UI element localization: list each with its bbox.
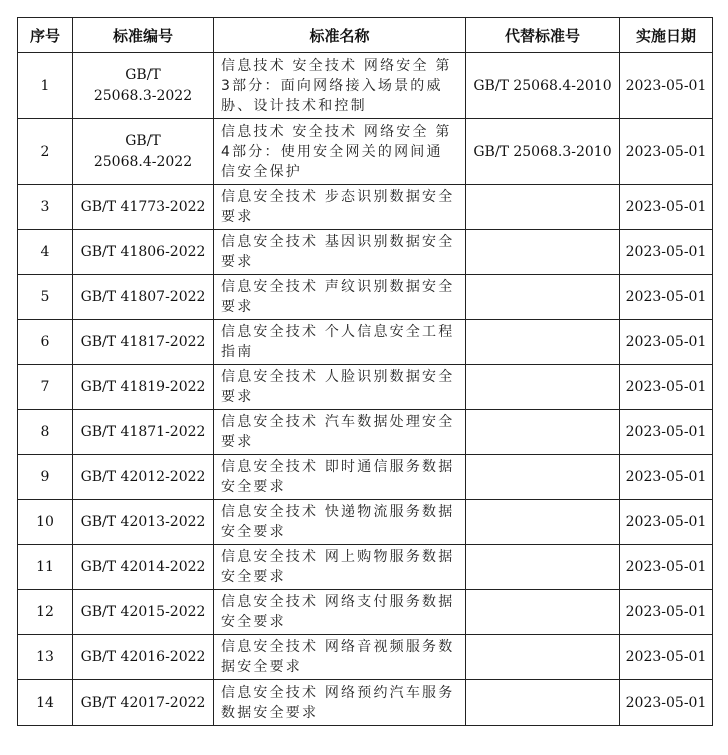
header-replaces: 代替标准号 xyxy=(466,18,620,53)
row-code-line2: 25068.4-2022 xyxy=(93,153,193,170)
row-date: 2023-05-01 xyxy=(620,320,713,365)
row-code: GB/T 41819-2022 xyxy=(73,365,214,410)
row-date: 2023-05-01 xyxy=(620,500,713,545)
row-index: 3 xyxy=(18,185,73,230)
table-row xyxy=(18,53,713,119)
row-replaces xyxy=(466,680,620,726)
row-name: 信息安全技术 人脸识别数据安全要求 xyxy=(214,365,466,410)
table-row xyxy=(18,680,713,726)
row-name: 信息安全技术 网上购物服务数据安全要求 xyxy=(214,545,466,590)
row-name: 信息安全技术 基因识别数据安全要求 xyxy=(214,230,466,275)
row-name: 信息安全技术 快递物流服务数据安全要求 xyxy=(214,500,466,545)
row-code: GB/T 42013-2022 xyxy=(73,500,214,545)
table-row xyxy=(18,545,713,590)
header-index: 序号 xyxy=(18,18,73,53)
table-row xyxy=(18,590,713,635)
row-code-line1: GB/T xyxy=(125,132,161,149)
table-row xyxy=(18,119,713,185)
header-date: 实施日期 xyxy=(620,18,713,53)
row-index: 11 xyxy=(18,545,73,590)
header-code: 标准编号 xyxy=(73,18,214,53)
row-index: 1 xyxy=(18,53,73,119)
header-row xyxy=(18,18,713,53)
row-index: 8 xyxy=(18,410,73,455)
row-name: 信息技术 安全技术 网络安全 第4部分：使用安全网关的网间通信安全保护 xyxy=(214,119,466,185)
row-date: 2023-05-01 xyxy=(620,185,713,230)
row-replaces: GB/T 25068.4-2010 xyxy=(466,53,620,119)
row-date: 2023-05-01 xyxy=(620,365,713,410)
row-replaces xyxy=(466,410,620,455)
row-name: 信息安全技术 即时通信服务数据安全要求 xyxy=(214,455,466,500)
table-row xyxy=(18,500,713,545)
row-index: 4 xyxy=(18,230,73,275)
row-name: 信息安全技术 网络支付服务数据安全要求 xyxy=(214,590,466,635)
row-index: 14 xyxy=(18,680,73,726)
row-date: 2023-05-01 xyxy=(620,53,713,119)
row-name: 信息安全技术 汽车数据处理安全要求 xyxy=(214,410,466,455)
row-index: 5 xyxy=(18,275,73,320)
row-replaces xyxy=(466,230,620,275)
row-name: 信息安全技术 步态识别数据安全要求 xyxy=(214,185,466,230)
table-row xyxy=(18,365,713,410)
row-name: 信息安全技术 网络音视频服务数据安全要求 xyxy=(214,635,466,680)
row-index: 2 xyxy=(18,119,73,185)
standards-table-container xyxy=(17,17,713,726)
table-row xyxy=(18,635,713,680)
row-code xyxy=(73,53,214,119)
row-code: GB/T 41817-2022 xyxy=(73,320,214,365)
row-code xyxy=(73,119,214,185)
row-index: 12 xyxy=(18,590,73,635)
row-index: 10 xyxy=(18,500,73,545)
row-index: 9 xyxy=(18,455,73,500)
table-row xyxy=(18,275,713,320)
row-code: GB/T 42015-2022 xyxy=(73,590,214,635)
row-replaces xyxy=(466,455,620,500)
row-date: 2023-05-01 xyxy=(620,230,713,275)
row-date: 2023-05-01 xyxy=(620,275,713,320)
row-code: GB/T 41807-2022 xyxy=(73,275,214,320)
row-code: GB/T 41773-2022 xyxy=(73,185,214,230)
table-row xyxy=(18,230,713,275)
row-index: 13 xyxy=(18,635,73,680)
row-date: 2023-05-01 xyxy=(620,635,713,680)
row-date: 2023-05-01 xyxy=(620,455,713,500)
row-code: GB/T 42014-2022 xyxy=(73,545,214,590)
table-row xyxy=(18,410,713,455)
row-replaces: GB/T 25068.3-2010 xyxy=(466,119,620,185)
row-name: 信息安全技术 网络预约汽车服务数据安全要求 xyxy=(214,680,466,726)
row-index: 6 xyxy=(18,320,73,365)
row-date: 2023-05-01 xyxy=(620,545,713,590)
row-replaces xyxy=(466,365,620,410)
row-code-line2: 25068.3-2022 xyxy=(93,87,193,104)
row-replaces xyxy=(466,590,620,635)
row-code: GB/T 42012-2022 xyxy=(73,455,214,500)
row-date: 2023-05-01 xyxy=(620,119,713,185)
row-replaces xyxy=(466,320,620,365)
row-date: 2023-05-01 xyxy=(620,410,713,455)
row-code: GB/T 41871-2022 xyxy=(73,410,214,455)
table-row xyxy=(18,320,713,365)
standards-table xyxy=(17,17,713,726)
row-name: 信息安全技术 个人信息安全工程指南 xyxy=(214,320,466,365)
row-date: 2023-05-01 xyxy=(620,680,713,726)
row-replaces xyxy=(466,185,620,230)
row-code: GB/T 42016-2022 xyxy=(73,635,214,680)
header-name: 标准名称 xyxy=(214,18,466,53)
row-name: 信息安全技术 声纹识别数据安全要求 xyxy=(214,275,466,320)
row-replaces xyxy=(466,635,620,680)
row-code-line1: GB/T xyxy=(125,66,161,83)
table-row xyxy=(18,455,713,500)
row-code: GB/T 41806-2022 xyxy=(73,230,214,275)
row-code: GB/T 42017-2022 xyxy=(73,680,214,726)
row-replaces xyxy=(466,545,620,590)
row-replaces xyxy=(466,500,620,545)
table-row xyxy=(18,185,713,230)
row-index: 7 xyxy=(18,365,73,410)
row-name: 信息技术 安全技术 网络安全 第3部分：面向网络接入场景的威胁、设计技术和控制 xyxy=(214,53,466,119)
row-date: 2023-05-01 xyxy=(620,590,713,635)
row-replaces xyxy=(466,275,620,320)
